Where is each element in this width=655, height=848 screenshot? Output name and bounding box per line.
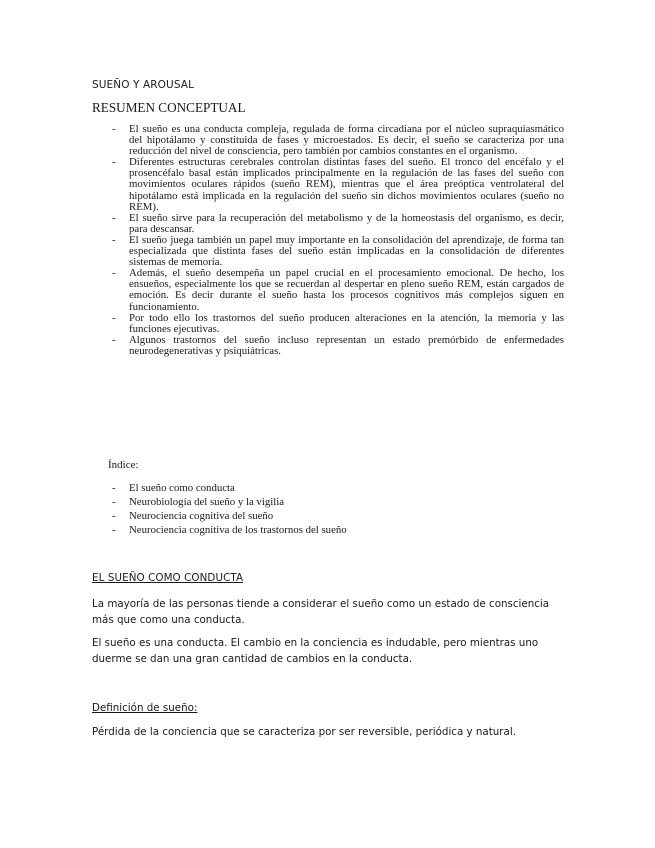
summary-list [108,124,564,357]
summary-item: - Además, el sueño desempeña un papel crucial en el procesamiento emocional. De hecho, los ensueños, especialmente los que se recuerdan al despertar en pleno sueño REM, están cargados de emoción. Es decir durante el sueño hasta los procesos cognitivos más complejos siguen en funcionamiento. [108,268,564,312]
index-item: - Neurobiología del sueño y la vigilia [108,495,508,509]
index-item: - Neurociencia cognitiva de los trastornos del sueño [108,523,508,537]
section-heading: EL SUEÑO COMO CONDUCTA [92,572,244,584]
index-list [108,481,508,537]
summary-item: - Algunos trastornos del sueño incluso representan un estado premórbido de enfermedades neurodegenerativas y psiquiátricas. [108,335,564,357]
index-label: Índice: [108,459,139,471]
index-item: - Neurociencia cognitiva del sueño [108,509,508,523]
definition-text: Pérdida de la conciencia que se caracteriza por ser reversible, periódica y natural. [92,726,516,738]
definition-heading: Definición de sueño: [92,702,198,714]
summary-item: - El sueño juega también un papel muy importante en la consolidación del aprendizaje, de forma tan especializada que distinta fases del sueño están implicadas en la consolidación de diferentes sistemas de memoria. [108,235,564,268]
summary-item: - El sueño es una conducta compleja, regulada de forma circadiana por el núcleo supraquiasmático del hipotálamo y constituida de fases y microestados. Es decir, el sueño se caracteriza por una reducción del nivel de consciencia, pero también por cambios constantes en el organismo. [108,124,564,157]
body-paragraph: El sueño es una conducta. El cambio en la conciencia es indudable, pero mientras uno duerme se dan una gran cantidad de cambios en la conducta. [92,637,539,665]
body-paragraph: La mayoría de las personas tiende a considerar el sueño como un estado de consciencia más que como una conducta. [92,598,550,626]
resumen-conceptual-title: RESUMEN CONCEPTUAL [92,100,246,115]
summary-item: - Diferentes estructuras cerebrales controlan distintas fases del sueño. El tronco del encéfalo y el prosencéfalo basal están implicados principalmente en la regulación de las fases del sueño con movimientos oculares rápidos (sueño REM), mientras que el área preóptica ventrolateral del hipotálamo está implicada en la regulación del sueño sin dichos movimientos oculares (sueño no REM). [108,157,564,212]
document-header: SUEÑO Y AROUSAL [92,79,195,91]
summary-item: - El sueño sirve para la recuperación del metabolismo y de la homeostasis del organismo, es decir, para descansar. [108,213,564,235]
summary-item: - Por todo ello los trastornos del sueño producen alteraciones en la atención, la memoria y las funciones ejecutivas. [108,313,564,335]
index-item: - El sueño como conducta [108,481,508,495]
